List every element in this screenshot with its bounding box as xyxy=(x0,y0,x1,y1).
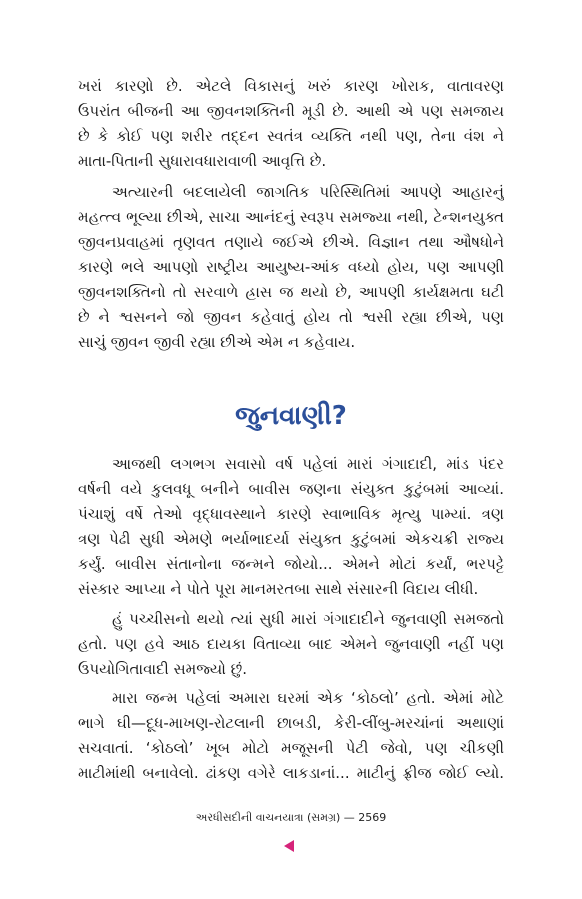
text-line: પંચાશું વર્ષે તેઓ વૃદ્ધાવસ્થાને કારણે સ્વાભાવિક મૃત્યુ પામ્યાં. ત્રણ xyxy=(78,505,504,523)
text-line: ખરાં કારણો છે. એટલે વિકાસનું ખરું કારણ ખોરાક, વાતાવરણ xyxy=(78,77,504,95)
text-line: હતો. પણ હવે આઠ દાયકા વિતાવ્યા બાદ એમને જુનવાણી નહીં પણ xyxy=(78,635,504,653)
text-line: છે ને શ્વસનને જો જીવન કહેવાતું હોય તો શ્વસી રહ્યા છીએ, પણ xyxy=(78,308,504,326)
text-line: સચવાતાં. ‘કોઠલો’ ખૂબ મોટો મજૂસની પેટી જેવો, પણ ચીકણી xyxy=(78,739,504,757)
text-line: સંસ્કાર આપ્યા ને પોતે પૂરા માનમરતબા સાથે સંસારની વિદાય લીધી. xyxy=(78,580,479,598)
paragraph-5 xyxy=(78,686,504,786)
text-line: જીવનપ્રવાહમાં તૃણવત તણાયે જઈએ છીએ. વિજ્ઞાન તથા ઔષધોને xyxy=(78,233,504,251)
text-line: ઉપયોગિતાવાદી સમજ્યો છું. xyxy=(78,660,248,678)
text-line: વર્ષની વયે કુલવધૂ બનીને બાવીસ જણના સંયુક્ત કુટુંબમાં આવ્યાં. xyxy=(78,480,504,498)
text-line: કારણે ભલે આપણો રાષ્ટ્રીય આયુષ્ય-આંક વધ્યો હોય, પણ આપણી xyxy=(78,258,504,276)
paragraph-3 xyxy=(78,452,504,602)
text-line: માટીમાંથી બનાવેલો. ઢાંકણ વગેરે લાકડાનાં... માટીનું ફ્રીજ જોઈ લ્યો. xyxy=(78,764,504,782)
text-line: અત્યારની બદલાયેલી જાગતિક પરિસ્થિતિમાં આપણે આહારનું xyxy=(112,183,504,201)
text-line: ત્રણ પેઢી સુધી એમણે ભર્યાભાદર્યા સંયુક્ત કુટુંબમાં એકચક્રી રાજ્ય xyxy=(78,530,504,548)
text-line: કર્યું. બાવીસ સંતાનોના જન્મને જોયો... એમને મોટાં કર્યાં, ભરપટ્ટે xyxy=(78,555,504,573)
paragraph-2 xyxy=(78,180,504,355)
section-heading: જુનવાણી? xyxy=(235,401,347,431)
text-line: ઉપરાંત બીજની આ જીવનશક્તિની મૂડી છે. આથી એ પણ સમજાય xyxy=(78,102,504,120)
text-line: ભાગે ઘી—દૂધ-માખણ-રોટલાની છાબડી, કેરી-લીંબુ-મરચાંનાં અથાણાં xyxy=(78,714,504,732)
text-line: મહત્ત્વ ભૂલ્યા છીએ, સાચા આનંદનું સ્વરૂપ સમજ્યા નથી, ટેન્શનયુક્ત xyxy=(78,208,504,226)
previous-page-arrow-icon[interactable] xyxy=(284,840,294,852)
text-line: મારા જન્મ પહેલાં અમારા ઘરમાં એક ‘કોઠલો’ હતો. એમાં મોટે xyxy=(112,689,504,707)
page-footer: અરધીસદીની વાચનયાત્રા (સમગ્ર) — 2569 xyxy=(195,811,387,824)
text-line: હું પચ્ચીસનો થયો ત્યાં સુધી મારાં ગંગાદાદીને જુનવાણી સમજતો xyxy=(112,610,504,628)
text-line: જીવનશક્તિનો તો સરવાળે હ્રાસ જ થયો છે, આપણી કાર્યક્ષમતા ઘટી xyxy=(78,283,504,301)
paragraph-4 xyxy=(78,607,504,682)
paragraph-1 xyxy=(78,74,504,174)
text-line: છે કે કોઈ પણ શરીર તદ્દન સ્વતંત્ર વ્યક્તિ નથી પણ, તેના વંશ ને xyxy=(78,127,504,145)
text-line: માતા-પિતાની સુધારાવધારાવાળી આવૃત્તિ છે. xyxy=(78,152,327,170)
text-line: આજથી લગભગ સવાસો વર્ષ પહેલાં મારાં ગંગાદાદી, માંડ પંદર xyxy=(112,455,504,473)
text-line: સાચું જીવન જીવી રહ્યા છીએ એમ ન કહેવાય. xyxy=(78,333,356,351)
